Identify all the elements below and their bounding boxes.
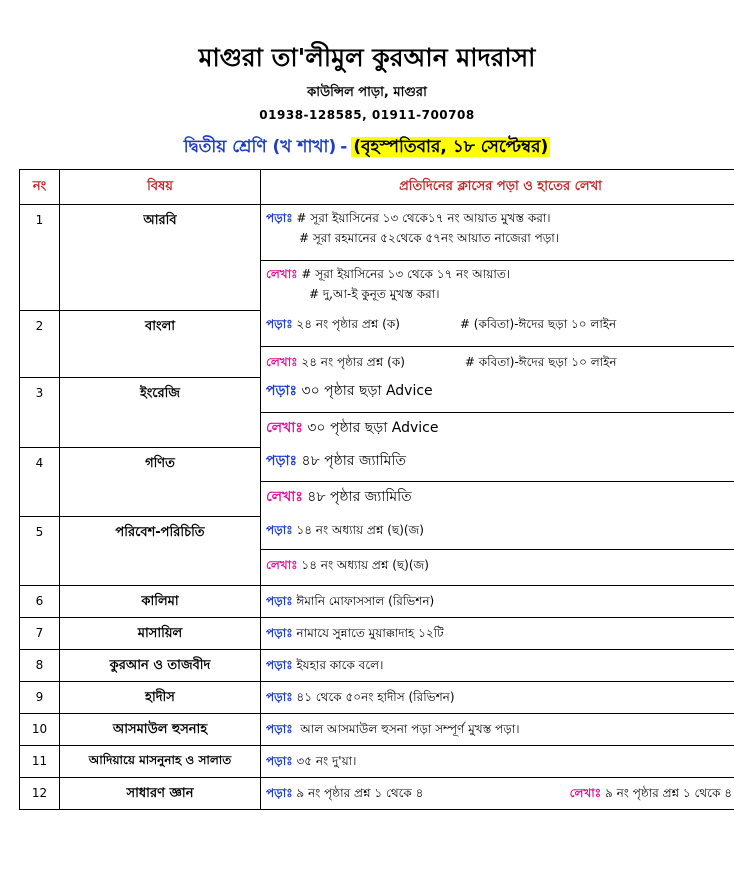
read-label: পড়াঃ <box>266 754 293 768</box>
table-row <box>20 205 734 311</box>
read-text: ৪৮ পৃষ্ঠার জ্যামিতি <box>301 453 406 469</box>
read-label: পড়াঃ <box>266 722 293 736</box>
class-label: দ্বিতীয় শ্রেণি (খ শাখা) <box>183 137 337 157</box>
table-header-row <box>20 170 734 205</box>
row-content <box>261 618 734 650</box>
row-content <box>261 447 734 516</box>
write-text: ৪৮ পৃষ্ঠার জ্যামিতি <box>307 489 412 505</box>
row-content <box>261 746 734 778</box>
row-subject: পরিবেশ-পরিচিতি <box>60 516 261 586</box>
read-text: আল আসমাউল হুসনা পড়া সম্পূর্ণ মুখস্ত পড়া। <box>300 722 520 736</box>
header-subject: বিষয় <box>60 170 261 205</box>
write-label: লেখাঃ <box>266 489 303 505</box>
row-content <box>261 377 734 447</box>
row-number: 7 <box>20 618 60 650</box>
write-text: ৩০ পৃষ্ঠার ছড়া Advice <box>307 420 439 436</box>
row-content <box>261 310 734 377</box>
read-label: পড়াঃ <box>266 523 293 537</box>
read-text: # সূরা রহমানের ৫২থেকে ৫৭নং আয়াত নাজেরা পড়া। <box>299 231 560 245</box>
row-number: 12 <box>20 778 60 810</box>
row-number: 8 <box>20 650 60 682</box>
row-subject: ইংরেজি <box>60 377 261 447</box>
read-label: পড়াঃ <box>266 317 293 331</box>
row-content <box>261 205 734 311</box>
row-content <box>261 778 734 810</box>
row-content <box>261 650 734 682</box>
read-text: ৪১ থেকে ৫০নং হাদীস (রিভিশন) <box>296 690 455 704</box>
table-row <box>20 778 734 810</box>
write-text: # কবিতা)-ঈদের ছড়া ১০ লাইন <box>464 355 617 369</box>
write-text: ১৪ নং অধ্যায় প্রশ্ন (ছ)(জ) <box>301 558 429 572</box>
table-row <box>20 618 734 650</box>
row-content <box>261 516 734 586</box>
table-row <box>20 682 734 714</box>
row-subject: আদিয়ায়ে মাসনুনাহ ও সালাত <box>60 746 261 778</box>
row-number: 5 <box>20 516 60 586</box>
row-number: 10 <box>20 714 60 746</box>
row-subject: মাসায়িল <box>60 618 261 650</box>
table-row <box>20 377 734 447</box>
read-label: পড়াঃ <box>266 453 298 469</box>
read-text: ২৪ নং পৃষ্ঠার প্রশ্ন (ক) <box>296 317 400 331</box>
write-label: লেখাঃ <box>266 558 298 572</box>
row-number: 4 <box>20 447 60 516</box>
write-label: লেখাঃ <box>569 786 602 800</box>
read-text: # (কবিতা)-ঈদের ছড়া ১০ লাইন <box>459 317 617 331</box>
read-text: ৩৫ নং দু'য়া। <box>296 754 357 768</box>
row-number: 2 <box>20 310 60 377</box>
row-subject: বাংলা <box>60 310 261 377</box>
page-title: মাগুরা তা'লীমুল কুরআন মাদরাসা <box>198 43 536 72</box>
read-label: পড়াঃ <box>266 658 293 672</box>
read-text: নামাযে সুন্নাতে মুয়াক্কাদাহ ১২টি <box>296 626 444 640</box>
table-row <box>20 746 734 778</box>
row-subject: আরবি <box>60 205 261 311</box>
read-text: ইযহার কাকে বলে। <box>296 658 384 672</box>
row-subject: আসমাউল হুসনাহ <box>60 714 261 746</box>
separator-dash: - <box>340 137 348 157</box>
read-text: # সূরা ইয়াসিনের ১৩ থেকে১৭ নং আয়াত মুখস্ত করা। <box>296 211 551 225</box>
write-text: ২৪ নং পৃষ্ঠার প্রশ্ন (ক) <box>301 355 405 369</box>
row-number: 1 <box>20 205 60 311</box>
row-number: 6 <box>20 586 60 618</box>
write-label: লেখাঃ <box>266 355 298 369</box>
read-text: ১৪ নং অধ্যায় প্রশ্ন (ছ)(জ) <box>296 523 424 537</box>
table-row <box>20 650 734 682</box>
table-row <box>20 447 734 516</box>
header-content: প্রতিদিনের ক্লাসের পড়া ও হাতের লেখা <box>261 170 734 205</box>
address: কাউন্সিল পাড়া, মাগুরা <box>307 85 427 100</box>
read-label: পড়াঃ <box>266 626 293 640</box>
row-number: 9 <box>20 682 60 714</box>
day-label: (বৃহস্পতিবার, ১৮ সেপ্টেম্বর) <box>353 137 549 157</box>
table-row <box>20 714 734 746</box>
read-label: পড়াঃ <box>266 211 293 225</box>
table-row <box>20 516 734 586</box>
row-content <box>261 714 734 746</box>
row-subject: কুরআন ও তাজবীদ <box>60 650 261 682</box>
table-row <box>20 586 734 618</box>
row-content <box>261 682 734 714</box>
read-label: পড়াঃ <box>266 690 293 704</box>
write-text: # দু,আ-ই কুনূত মুখস্ত করা। <box>309 287 440 301</box>
class-day-line <box>0 134 734 162</box>
row-subject: গণিত <box>60 447 261 516</box>
header-number: নং <box>20 170 60 205</box>
row-number: 3 <box>20 377 60 447</box>
read-text: ৩০ পৃষ্ঠার ছড়া Advice <box>301 383 433 399</box>
write-label: লেখাঃ <box>266 267 298 281</box>
write-text: # সূরা ইয়াসিনের ১৩ থেকে ১৭ নং আয়াত। <box>301 267 511 281</box>
table-row <box>20 310 734 377</box>
routine-table <box>19 169 734 810</box>
read-label: পড়াঃ <box>266 786 293 800</box>
row-subject: হাদীস <box>60 682 261 714</box>
row-number: 11 <box>20 746 60 778</box>
write-text: ৯ নং পৃষ্ঠার প্রশ্ন ১ থেকে ৪ <box>605 786 732 800</box>
read-text: ঈমানি মোফাসসাল (রিভিশন) <box>296 594 435 608</box>
read-label: পড়াঃ <box>266 383 298 399</box>
row-subject: কালিমা <box>60 586 261 618</box>
write-label: লেখাঃ <box>266 420 303 436</box>
row-content <box>261 586 734 618</box>
read-text: ৯ নং পৃষ্ঠার প্রশ্ন ১ থেকে ৪ <box>296 786 424 800</box>
row-subject: সাধারণ জ্ঞান <box>60 778 261 810</box>
phone-numbers: 01938-128585, 01911-700708 <box>259 108 475 122</box>
read-label: পড়াঃ <box>266 594 293 608</box>
